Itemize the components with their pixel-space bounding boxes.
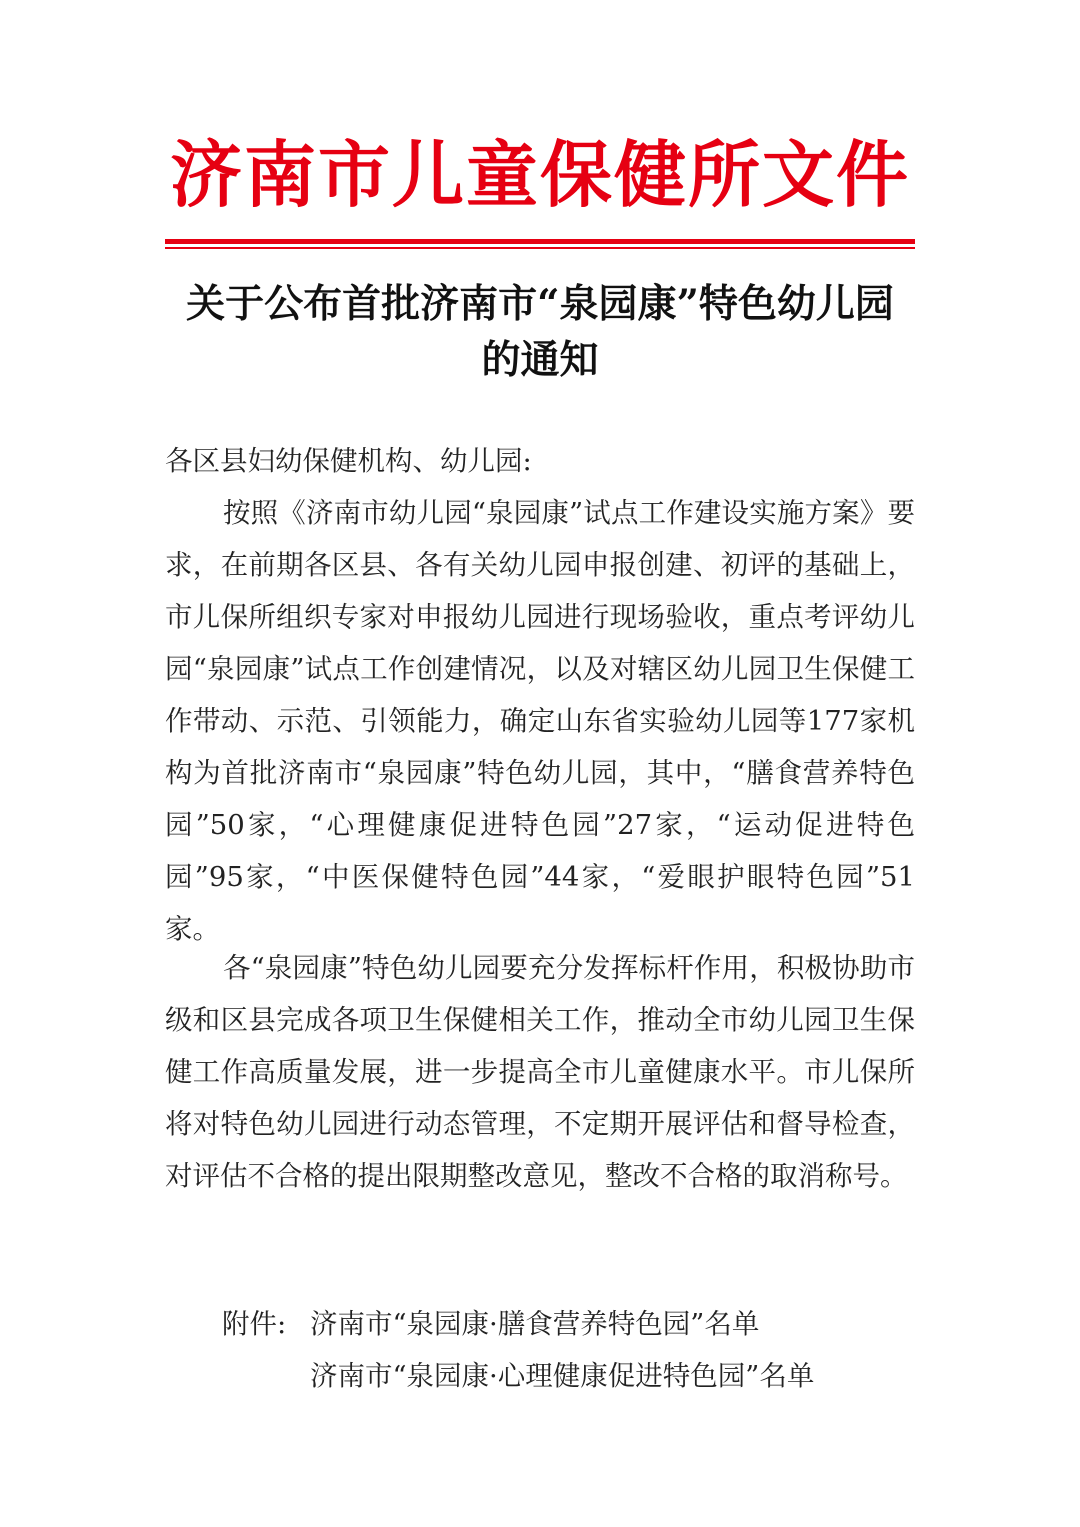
red-header-rule-thick	[165, 239, 915, 244]
salutation: 各区县妇幼保健机构、幼儿园:	[165, 445, 532, 477]
red-header-rule-thin	[165, 247, 915, 249]
body-paragraph-1: 按照《济南市幼儿园“泉园康”试点工作建设实施方案》要求，在前期各区县、各有关幼儿园申报创建、初评的基础上，市儿保所组织专家对申报幼儿园进行现场验收，重点考评幼儿园“泉园康”试点工作创建情况，以及对辖区幼儿园卫生保健工作带动、示范、引领能力，确定山东省实验幼儿园等177家机构为首批济南市“泉园康”特色幼儿园，其中，“膳食营养特色园”50家，“心理健康促进特色园”27家，“运动促进特色园”95家，“中医保健特色园”44家，“爱眼护眼特色园”51家。	[165, 497, 915, 945]
body-paragraph-2: 各“泉园康”特色幼儿园要充分发挥标杆作用，积极协助市级和区县完成各项卫生保健相关工作，推动全市幼儿园卫生保健工作高质量发展，进一步提高全市儿童健康水平。市儿保所将对特色幼儿园进行动态管理，不定期开展评估和督导检查，对评估不合格的提出限期整改意见，整改不合格的取消称号。	[165, 952, 915, 1192]
attachment-item: 济南市“泉园康·膳食营养特色园”名单	[310, 1308, 760, 1340]
document-title	[165, 276, 915, 388]
issuing-organization-title: 济南市儿童保健所文件	[169, 132, 910, 217]
attachments-label: 附件:	[222, 1308, 287, 1340]
attachments-section	[222, 1298, 814, 1402]
document-title-line-2: 的通知	[481, 337, 599, 383]
attachment-item: 济南市“泉园康·心理健康促进特色园”名单	[310, 1360, 815, 1392]
attachment-row	[222, 1298, 814, 1350]
attachment-row	[222, 1350, 814, 1402]
document-title-line-1: 关于公布首批济南市“泉园康”特色幼儿园	[186, 281, 894, 327]
